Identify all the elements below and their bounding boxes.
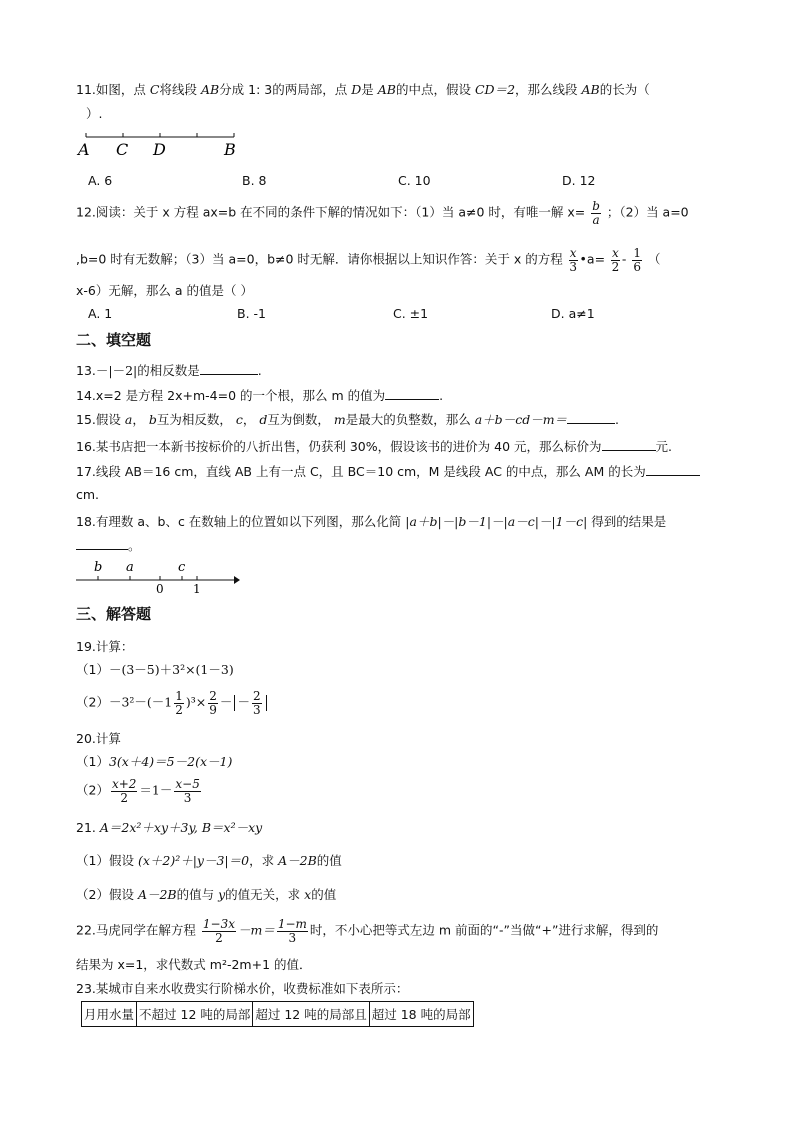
question-17: 17.线段 AB＝16 cm，直线 AB 上有一点 C，且 BC＝10 cm，M 是线段 AC 的中点，那么 AM 的长为 <box>76 462 700 480</box>
question-14: 14.x=2 是方程 2x+m-4=0 的一个根，那么 m 的值为 . <box>76 388 444 403</box>
q11-option-a: A. 6 <box>88 173 113 188</box>
q12-option-c: C. ±1 <box>393 306 429 321</box>
segment-label-b: B <box>224 140 236 159</box>
question-12-line2: ,b=0 时有无数解；（3）当 a=0，b≠0 时无解．请你根据以上知识作答：关于 x 的方程 $\frac{x}{3}$ •a= $\frac{x}{2}$ - $\frac{1}{6}$ （ <box>76 246 661 274</box>
q11-option-c: C. 10 <box>398 173 431 188</box>
answer-blank[interactable] <box>567 413 615 424</box>
question-18-line2: 。 <box>76 536 141 554</box>
water-price-table <box>81 1001 474 1027</box>
answer-blank[interactable] <box>385 389 439 400</box>
number-line-label-b: b <box>94 560 103 575</box>
q12-option-b: B. -1 <box>237 306 266 321</box>
answer-blank[interactable] <box>200 364 258 375</box>
answer-blank[interactable] <box>646 465 700 476</box>
segment-label-c: C <box>116 140 129 159</box>
fraction-x-over-2: $\frac{x}{2}$ <box>611 246 620 274</box>
question-17-line2: cm. <box>76 487 100 502</box>
question-11: 11.如图，点 C将线段 AB分成 1: 3的两局部，点 D是 AB的中点，假设 CD＝2，那么线段 AB的长为（ <box>76 82 650 97</box>
question-12-line3: x-6）无解，那么 a 的值是（ ） <box>76 283 253 298</box>
question-22: 22.马虎同学在解方程 $\frac{1-3x}{2}$ －m＝ $\frac{1-m}{3}$ 时，不小心把等式左边 m 前面的“-”当做“+”进行求解，得到的 <box>76 917 659 945</box>
segment-label-a: A <box>78 140 90 159</box>
fraction-b-over-a: $\frac{b}{a}$ <box>592 199 600 227</box>
table-header-cell: 不超过 12 吨的局部 <box>137 1002 253 1027</box>
number-line-figure <box>74 558 244 598</box>
table-row <box>82 1002 474 1027</box>
q11-option-b: B. 8 <box>242 173 267 188</box>
question-21-part2: （2）假设 A－2B的值与 y的值无关，求 x的值 <box>76 887 337 902</box>
number-line-label-c: c <box>178 560 186 575</box>
question-19-title: 19.计算： <box>76 639 134 654</box>
question-23: 23.某城市自来水收费实行阶梯水价，收费标准如下表所示： <box>76 981 409 996</box>
question-15: 15.假设 a， b互为相反数， c， d互为倒数， m是最大的负整数，那么 a＋b－cd－m＝ . <box>76 412 620 427</box>
question-13: 13.－|－2|的相反数是 . <box>76 363 262 378</box>
question-20-part2: （2） $\frac{x+2}{2}$ ＝1－ $\frac{x-5}{3}$ <box>76 777 200 805</box>
question-20-part1: （1）3(x＋4)＝5－2(x－1) <box>76 754 233 769</box>
number-line-label-a: a <box>126 560 134 575</box>
fraction-x-over-3: $\frac{x}{3}$ <box>569 246 577 274</box>
question-22-line2: 结果为 x=1，求代数式 m²-2m+1 的值． <box>76 957 312 972</box>
question-19-part1: （1）－(3－5)＋3²×(1－3) <box>76 662 234 677</box>
number-line-label-one: 1 <box>193 582 201 596</box>
table-header-cell: 月用水量 <box>82 1002 137 1027</box>
q12-option-d: D. a≠1 <box>551 306 595 321</box>
question-19-part2: （2）－3²－(－1 $\frac{1}{2}$ )³× $\frac{2}{9}$ － － $\frac{2}{3}$ <box>76 690 269 716</box>
question-21-part1: （1）假设 (x＋2)²＋|y－3|＝0，求 A－2B的值 <box>76 853 342 868</box>
question-11-line2: ）. <box>86 106 103 121</box>
segment-label-d: D <box>153 140 166 159</box>
question-18: 18.有理数 a、b、c 在数轴上的位置如以下列图，那么化简 |a＋b|－|b－1|－|a－c|－|1－c| 得到的结果是 <box>76 514 667 529</box>
segment-figure <box>74 128 244 160</box>
table-header-cell: 超过 18 吨的局部 <box>369 1002 473 1027</box>
question-16: 16.某书店把一本新书按标价的八折出售，仍获利 30%，假设该书的进价为 40 元，那么标价为 元. <box>76 439 672 454</box>
question-12: 12.阅读：关于 x 方程 ax=b 在不同的条件下解的情况如下：（1）当 a≠0 时，有唯一解 x= $\frac{b}{a}$ ；（2）当 a=0 <box>76 199 689 227</box>
question-21: 21. A＝2x²＋xy＋3y, B＝x²－xy <box>76 820 263 835</box>
section-title-fill-in: 二、填空题 <box>76 331 152 349</box>
answer-blank[interactable] <box>602 440 656 451</box>
question-20-title: 20.计算 <box>76 731 121 746</box>
answer-blank[interactable] <box>76 539 128 550</box>
table-header-cell: 超过 12 吨的局部且 <box>253 1002 369 1027</box>
q12-option-a: A. 1 <box>88 306 113 321</box>
number-line-label-zero: 0 <box>156 582 164 596</box>
q11-option-d: D. 12 <box>562 173 596 188</box>
fraction-1-over-6: $\frac{1}{6}$ <box>633 246 641 274</box>
section-title-solutions: 三、解答题 <box>76 605 152 623</box>
